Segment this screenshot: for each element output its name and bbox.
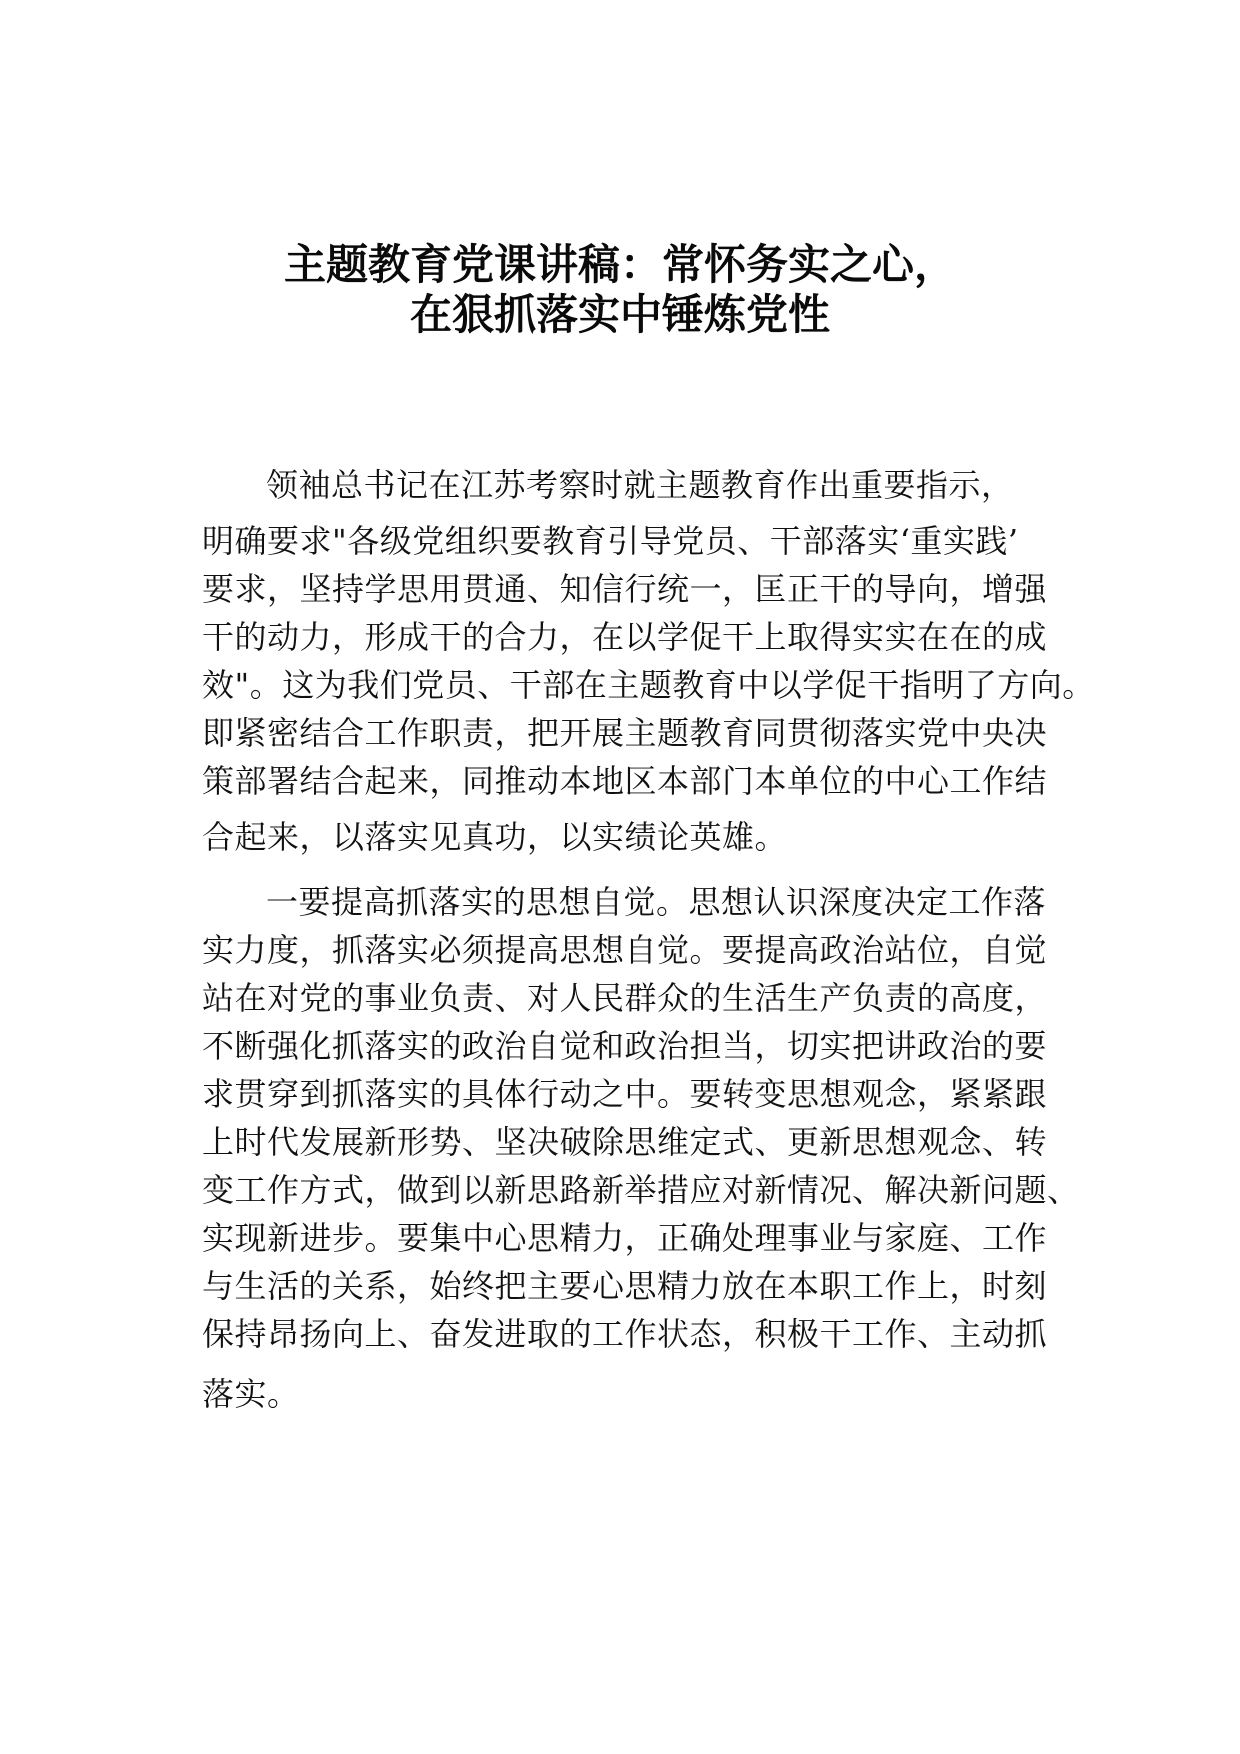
document-title <box>0 240 1240 340</box>
paragraph-line: 领袖总书记在江苏考察时就主题教育作出重要指示， <box>266 466 1014 504</box>
paragraph-line: 实力度，抓落实必须提高思想自觉。要提高政治站位，自觉 <box>202 931 1048 969</box>
paragraph-line: 实现新进步。要集中心思精力，正确处理事业与家庭、工作 <box>202 1219 1048 1257</box>
paragraph-line: 与生活的关系，始终把主要心思精力放在本职工作上，时刻 <box>202 1267 1048 1305</box>
paragraph-line: 明确要求"各级党组织要教育引导党员、干部落实‘重实践’ <box>202 522 1019 560</box>
paragraph-line: 保持昂扬向上、奋发进取的工作状态，积极干工作、主动抓 <box>202 1315 1048 1353</box>
paragraph-line: 合起来，以落实见真功，以实绩论英雄。 <box>202 818 788 856</box>
paragraph-line: 站在对党的事业负责、对人民群众的生活生产负责的高度， <box>202 979 1048 1017</box>
title-line-1: 主题教育党课讲稿：常怀务实之心， <box>283 240 956 289</box>
paragraph-line: 策部署结合起来，同推动本地区本部门本单位的中心工作结 <box>202 762 1048 800</box>
title-line-2: 在狠抓落实中锤炼党性 <box>409 290 830 339</box>
paragraph-2 <box>202 877 1080 1419</box>
paragraph-line: 一要提高抓落实的思想自觉。思想认识深度决定工作落 <box>266 883 1047 921</box>
paragraph-line: 变工作方式，做到以新思路新举措应对新情况、解决新问题、 <box>202 1171 1080 1209</box>
paragraph-line: 上时代发展新形势、坚决破除思维定式、更新思想观念、转 <box>202 1123 1048 1161</box>
paragraph-1 <box>202 460 1095 862</box>
paragraph-line: 效"。这为我们党员、干部在主题教育中以学促干指明了方向。 <box>202 666 1095 704</box>
paragraph-line: 干的动力，形成干的合力，在以学促干上取得实实在在的成 <box>202 618 1048 656</box>
paragraph-line: 不断强化抓落实的政治自觉和政治担当，切实把讲政治的要 <box>202 1027 1048 1065</box>
paragraph-line: 要求，坚持学思用贯通、知信行统一，匡正干的导向，增强 <box>202 570 1048 608</box>
paragraph-line: 即紧密结合工作职责，把开展主题教育同贯彻落实党中央决 <box>202 714 1048 752</box>
paragraph-spacing <box>202 862 1062 877</box>
paragraph-line: 求贯穿到抓落实的具体行动之中。要转变思想观念，紧紧跟 <box>202 1075 1048 1113</box>
paragraph-line: 落实。 <box>202 1375 300 1413</box>
document-body <box>202 460 1095 1419</box>
